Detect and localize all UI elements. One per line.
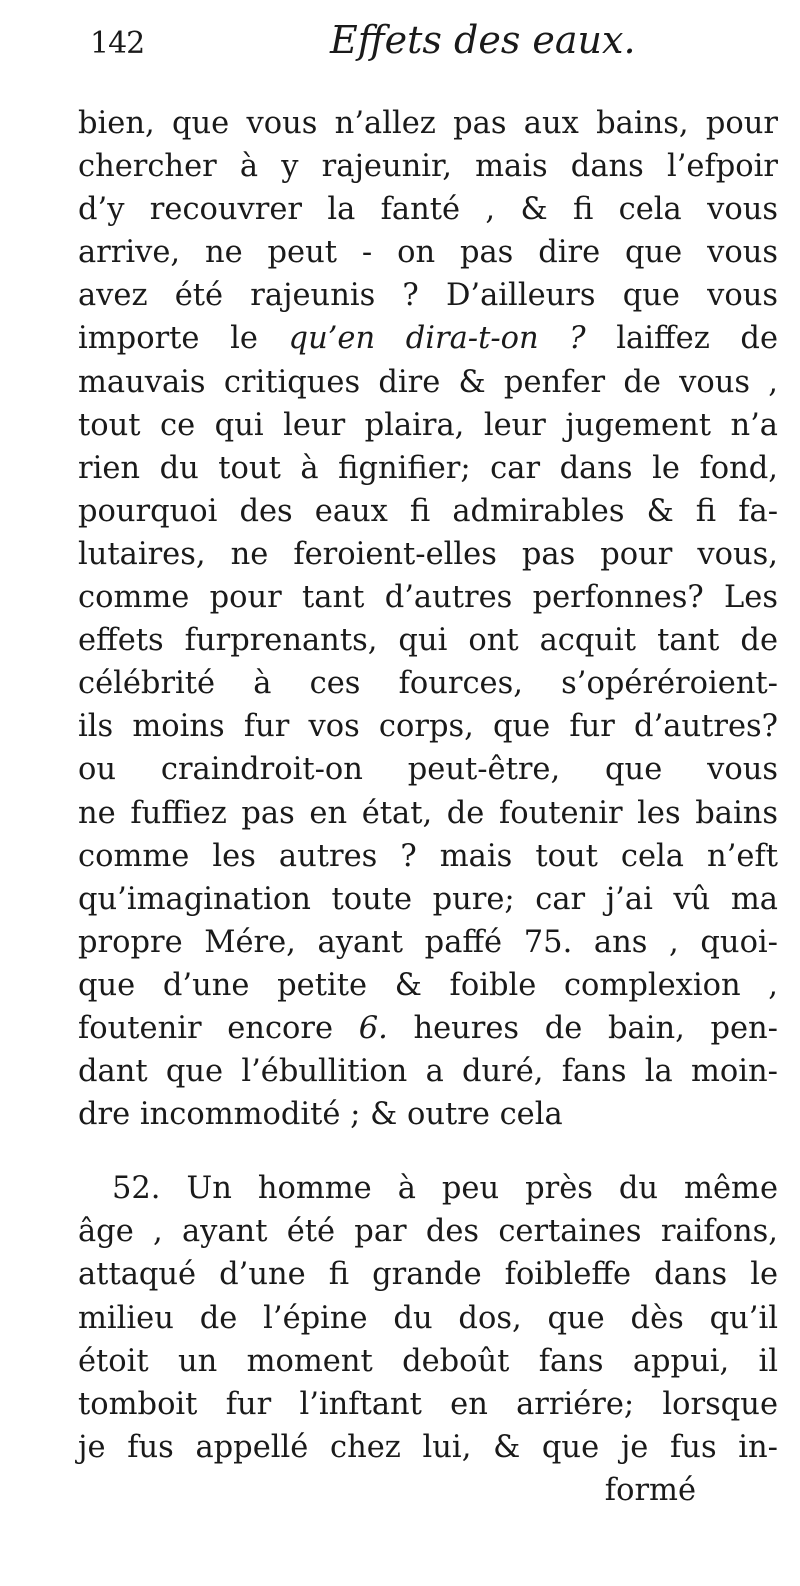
- text-line: [78, 317, 778, 360]
- page-number: 142: [90, 26, 145, 61]
- text-segment: heures de bain, pen-: [413, 1010, 778, 1046]
- text-line: tout ce qui leur plaira, leur jugement n’a: [78, 407, 778, 443]
- text-segment: foutenir encore: [78, 1010, 334, 1046]
- text-line: attaqué d’une fi grande foibleffe dans le: [78, 1257, 778, 1293]
- text-line: dant que l’ébullition a duré, fans la moin-: [78, 1054, 778, 1090]
- text-line: avez été rajeunis ? D’ailleurs que vous: [78, 278, 778, 314]
- text-line: milieu de l’épine du dos, que dès qu’il: [78, 1300, 778, 1336]
- text-line: bien, que vous n’allez pas aux bains, pour: [78, 106, 778, 141]
- page-header: [90, 18, 730, 78]
- body-text: [78, 102, 778, 1512]
- text-line: mauvais critiques dire & penfer de vous ,: [78, 364, 778, 400]
- text-line: chercher à y rajeunir, mais dans l’efpoir: [78, 149, 778, 185]
- paragraph-gap: [78, 1136, 778, 1167]
- text-line: tomboit fur l’inftant en arriére; lorsque: [78, 1386, 778, 1422]
- text-line: ils moins fur vos corps, que fur d’autres?: [78, 709, 778, 745]
- italic-number: 6.: [358, 1010, 388, 1046]
- text-line: pourquoi des eaux fi admirables & fi fa-: [78, 493, 778, 529]
- text-line: célébrité à ces fources, s’opéréroient-: [78, 666, 778, 702]
- text-line: lutaires, ne feroient-elles pas pour vous,: [78, 536, 778, 572]
- text-line: âge , ayant été par des certaines raifons,: [78, 1214, 778, 1250]
- text-line: [78, 1007, 778, 1050]
- catchword: formé: [604, 1472, 696, 1508]
- italic-phrase: qu’en dira-t-on ?: [288, 321, 586, 357]
- running-head: Effets des eaux.: [330, 18, 636, 62]
- text-line: rien du tout à fignifier; car dans le fond,: [78, 450, 778, 486]
- text-line: dre incommodité ; & outre cela: [78, 1097, 563, 1133]
- section-line: 52. Un homme à peu près du même: [112, 1171, 778, 1207]
- text-line: comme les autres ? mais tout cela n’eft: [78, 838, 778, 874]
- text-line: étoit un moment deboût fans appui, il: [78, 1343, 778, 1379]
- text-line: ou craindroit-on peut-être, que vous: [78, 752, 778, 788]
- text-line: je fus appellé chez lui, & que je fus in-: [78, 1429, 778, 1465]
- text-line: qu’imagination toute pure; car j’ai vû ma: [78, 881, 778, 917]
- text-line: propre Mére, ayant paffé 75. ans , quoi-: [78, 924, 778, 960]
- text-line: comme pour tant d’autres perfonnes? Les: [78, 580, 778, 616]
- text-line: ne fuffiez pas en état, de foutenir les bains: [78, 795, 778, 831]
- text-line: arrive, ne peut - on pas dire que vous: [78, 235, 778, 271]
- text-line: d’y recouvrer la fanté , & fi cela vous: [78, 192, 778, 228]
- text-line: que d’une petite & foible complexion ,: [78, 967, 778, 1003]
- text-segment: laiffez de: [616, 321, 778, 357]
- text-segment: importe le: [78, 321, 258, 357]
- text-line: effets furprenants, qui ont acquit tant de: [78, 623, 778, 659]
